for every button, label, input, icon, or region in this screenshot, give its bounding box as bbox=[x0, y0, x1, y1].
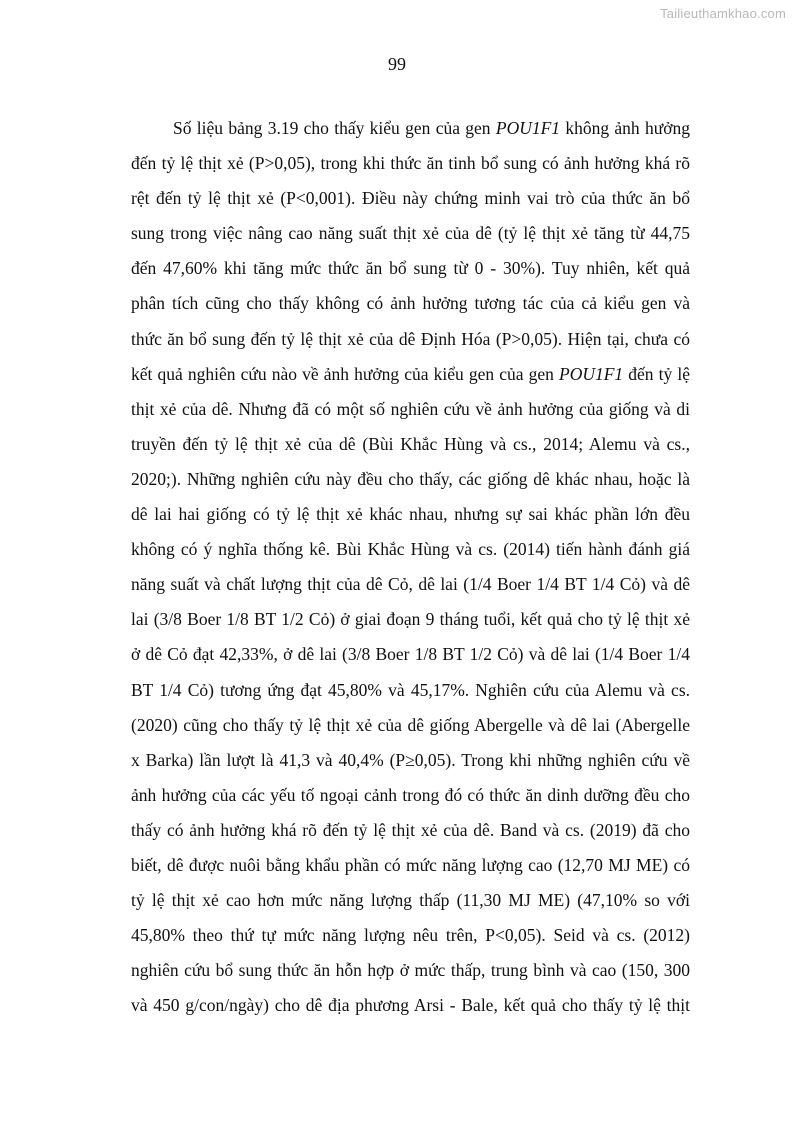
page-number: 99 bbox=[388, 54, 406, 74]
text-line: ở dê Cỏ đạt 42,33%, ở dê lai (3/8 Boer 1/8 BT 1/2 Cỏ) và dê lai (1/4 Boer 1/4 bbox=[131, 644, 690, 665]
gene-name: POU1F1 bbox=[559, 363, 624, 384]
text-line: năng suất và chất lượng thịt của dê Cỏ, dê lai (1/4 Boer 1/4 BT 1/4 Cỏ) và dê bbox=[131, 574, 690, 595]
text-fragment: đến tỷ lệ bbox=[623, 363, 690, 384]
text-line: biết, dê được nuôi bằng khẩu phần có mức năng lượng cao (12,70 MJ ME) có bbox=[131, 854, 690, 875]
text-line: sung trong việc nâng cao năng suất thịt xẻ của dê (tỷ lệ thịt xẻ tăng từ 44,75 bbox=[131, 223, 690, 244]
text-line bbox=[131, 111, 690, 146]
text-fragment: Số liệu bảng 3.19 cho thấy kiểu gen của gen bbox=[173, 118, 496, 138]
text-line: nghiên cứu bổ sung thức ăn hỗn hợp ở mức thấp, trung bình và cao (150, 300 bbox=[131, 960, 690, 981]
text-line: 2020;). Những nghiên cứu này đều cho thấy, các giống dê khác nhau, hoặc là bbox=[131, 468, 690, 489]
text-line: thấy có ảnh hưởng khá rõ đến tỷ lệ thịt xẻ của dê. Band và cs. (2019) đã cho bbox=[131, 819, 690, 840]
text-line: (2020) cũng cho thấy tỷ lệ thịt xẻ của dê giống Abergelle và dê lai (Abergelle bbox=[131, 714, 690, 735]
body-paragraph bbox=[131, 111, 690, 1023]
watermark: Tailieuthamkhao.com bbox=[660, 6, 786, 21]
text-line: x Barka) lần lượt là 41,3 và 40,4% (P≥0,05). Trong khi những nghiên cứu về bbox=[131, 749, 690, 770]
text-line: và 450 g/con/ngày) cho dê địa phương Arsi - Bale, kết quả cho thấy tỷ lệ thịt bbox=[131, 995, 690, 1016]
text-line: truyền đến tỷ lệ thịt xẻ của dê (Bùi Khắc Hùng và cs., 2014; Alemu và cs., bbox=[131, 433, 690, 454]
text-line: ảnh hưởng của các yếu tố ngoại cảnh trong đó có thức ăn dinh dưỡng đều cho bbox=[131, 784, 690, 805]
text-line: tỷ lệ thịt xẻ cao hơn mức năng lượng thấp (11,30 MJ ME) (47,10% so với bbox=[131, 890, 690, 911]
text-fragment: kết quả nghiên cứu nào về ảnh hưởng của kiểu gen của gen bbox=[131, 363, 559, 384]
text-line: 45,80% theo thứ tự mức năng lượng nêu trên, P<0,05). Seid và cs. (2012) bbox=[131, 925, 690, 946]
text-line: lai (3/8 Boer 1/8 BT 1/2 Cỏ) ở giai đoạn 9 tháng tuổi, kết quả cho tỷ lệ thịt xẻ bbox=[131, 609, 690, 630]
text-line: đến 47,60% khi tăng mức thức ăn bổ sung từ 0 - 30%). Tuy nhiên, kết quả bbox=[131, 258, 690, 279]
text-line: không có ý nghĩa thống kê. Bùi Khắc Hùng và cs. (2014) tiến hành đánh giá bbox=[131, 539, 690, 560]
text-line bbox=[131, 357, 690, 392]
text-line: BT 1/4 Cỏ) tương ứng đạt 45,80% và 45,17%. Nghiên cứu của Alemu và cs. bbox=[131, 679, 690, 700]
text-line: thịt xẻ của dê. Nhưng đã có một số nghiên cứu về ảnh hưởng của giống và di bbox=[131, 398, 690, 419]
text-line: rệt đến tỷ lệ thịt xẻ (P<0,001). Điều này chứng minh vai trò của thức ăn bổ bbox=[131, 188, 690, 209]
text-line: dê lai hai giống có tỷ lệ thịt xẻ khác nhau, nhưng sự sai khác phần lớn đều bbox=[131, 504, 690, 525]
text-line: phân tích cũng cho thấy không có ảnh hưởng tương tác của cả kiểu gen và bbox=[131, 293, 690, 314]
text-fragment: không ảnh hưởng bbox=[560, 118, 690, 138]
gene-name: POU1F1 bbox=[495, 118, 561, 138]
text-line: đến tỷ lệ thịt xẻ (P>0,05), trong khi thức ăn tinh bổ sung có ảnh hưởng khá rõ bbox=[131, 153, 690, 174]
text-line: thức ăn bổ sung đến tỷ lệ thịt xẻ của dê Định Hóa (P>0,05). Hiện tại, chưa có bbox=[131, 328, 690, 349]
